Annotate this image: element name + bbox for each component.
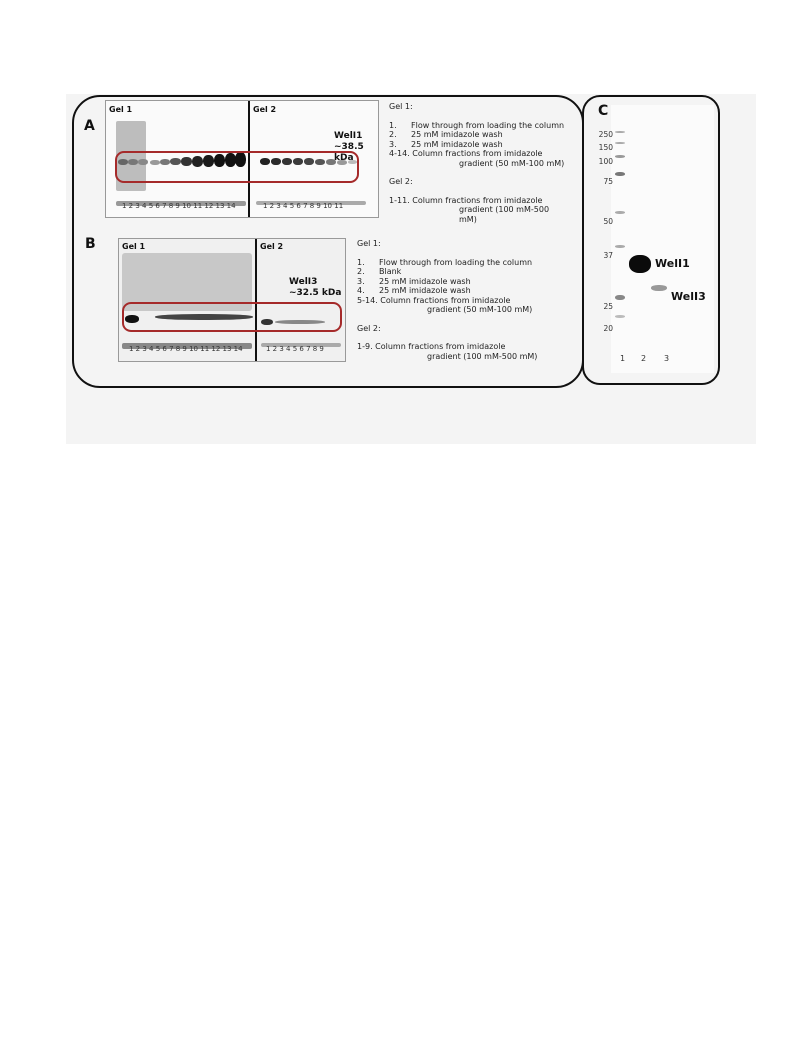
panel-c-letter: C	[598, 103, 609, 119]
legend-item: 2. 25 mM imidazole wash	[389, 130, 503, 139]
panel-b-gel-divider	[255, 239, 257, 361]
legend-item: 3. 25 mM imidazole wash	[389, 139, 503, 149]
marker-label: 25	[603, 302, 613, 311]
ladder-band	[615, 295, 625, 300]
ladder-band	[615, 315, 625, 318]
legend-item: 4. 25 mM imidazole wash	[357, 286, 471, 295]
legend-item-continued: gradient (100 mM-500 mM)	[427, 351, 538, 361]
ladder-band	[615, 172, 625, 176]
panel-b-legend	[357, 239, 547, 361]
legend-item-continued: gradient (50 mM-100 mM)	[459, 158, 565, 168]
ladder-band	[615, 142, 625, 144]
ladder-band	[615, 211, 625, 214]
legend-item: 1-11. Column fractions from imidazole	[389, 195, 543, 205]
legend-item-continued: gradient (50 mM-100 mM)	[427, 305, 533, 314]
legend-item-continued: gradient (100 mM-500 mM)	[459, 205, 550, 224]
weli1-band	[629, 255, 651, 273]
panel-c-lane-2: 2	[641, 354, 647, 363]
marker-label: 150	[598, 143, 613, 152]
panel-a-gel2-lane-numbers: 1 2 3 4 5 6 7 8 9 10 11	[263, 202, 344, 210]
panel-c-lane-1: 1	[620, 354, 626, 363]
panel-a-gel2-title: Gel 2	[253, 105, 277, 114]
legend-item: 1. Flow through from loading the column	[389, 120, 565, 130]
panel-b-legend-gel2-heading: Gel 2:	[357, 323, 381, 333]
panel-b-gel2-lane-numbers: 1 2 3 4 5 6 7 8 9	[266, 345, 324, 353]
panel-a-legend	[389, 102, 569, 224]
legend-item: 1. Flow through from loading the column	[357, 257, 533, 267]
panel-b-letter: B	[85, 236, 96, 252]
panel-a-gel-image	[105, 100, 379, 218]
panel-b-protein-name: WelI3	[289, 277, 318, 287]
panel-a-band-highlight	[115, 151, 359, 183]
panel-c-weli3-label: WelI3	[671, 290, 706, 303]
panel-a-protein-name: WelI1	[334, 131, 363, 141]
weli3-band	[651, 285, 667, 291]
panel-b-protein-size: ~32.5 kDa	[289, 288, 342, 298]
ladder-band	[615, 155, 625, 158]
panel-b-gel-image	[118, 238, 346, 362]
marker-label: 75	[603, 177, 613, 186]
ladder-band	[615, 131, 625, 133]
marker-label: 20	[603, 324, 613, 333]
panel-a-gel1-lane-numbers: 1 2 3 4 5 6 7 8 9 10 11 12 13 14	[122, 202, 236, 210]
panel-b-legend-gel1-heading: Gel 1:	[357, 239, 381, 248]
panel-a-protein-size: ~38.5 kDa	[334, 142, 364, 163]
marker-label: 100	[598, 157, 613, 166]
legend-item: 2. Blank	[357, 267, 402, 276]
panel-a-legend-gel1-heading: Gel 1:	[389, 102, 413, 111]
panel-b-gel1-title: Gel 1	[122, 242, 146, 251]
marker-label: 50	[603, 217, 613, 226]
marker-label: 37	[603, 251, 613, 260]
panel-c-weli1-label: WelI1	[655, 257, 690, 270]
panel-b-gel2-title: Gel 2	[260, 242, 284, 251]
panel-a-protein-label	[334, 131, 378, 164]
legend-item: 4-14. Column fractions from imidazole	[389, 149, 543, 158]
panel-b-protein-label	[289, 277, 341, 299]
legend-item: 3. 25 mM imidazole wash	[357, 276, 471, 286]
panel-a-legend-gel2-heading: Gel 2:	[389, 177, 413, 186]
panel-b-gel1-lane-numbers: 1 2 3 4 5 6 7 8 9 10 11 12 13 14	[129, 345, 243, 353]
legend-item: 1-9. Column fractions from imidazole	[357, 342, 506, 351]
legend-item: 5-14. Column fractions from imidazole	[357, 295, 511, 305]
ladder-band	[615, 245, 625, 248]
panel-b-band-highlight	[122, 302, 342, 332]
marker-label: 250	[598, 130, 613, 139]
panel-c-gel-image	[611, 105, 714, 373]
panel-a-letter: A	[84, 118, 95, 134]
panel-c-lane-3: 3	[664, 354, 670, 363]
panel-a-gel1-title: Gel 1	[109, 105, 133, 114]
